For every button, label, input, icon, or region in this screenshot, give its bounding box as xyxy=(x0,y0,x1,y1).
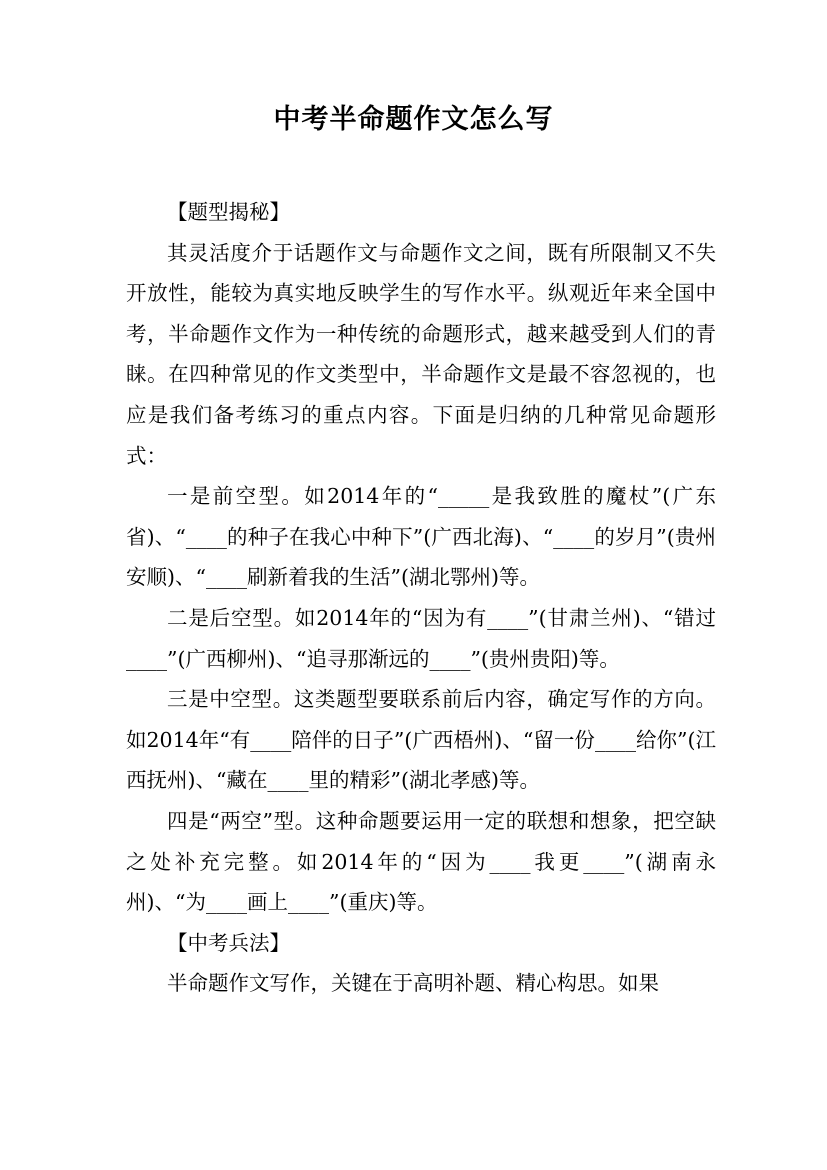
document-title: 中考半命题作文怎么写 xyxy=(273,104,554,135)
section-heading-question-type: 【题型揭秘】 xyxy=(167,200,290,224)
paragraph-type-middle-blank: 三是中空型。这类题型要联系前后内容，确定写作的方向。如2014年“有____陪伴的日子”(广西梧州)、“留一份____给你”(江西抚州)、“藏在____里的精彩”(湖北孝感)等。 xyxy=(126,687,716,793)
paragraph-type-back-blank: 二是后空型。如2014年的“因为有____”(甘肃兰州)、“错过____”(广西柳州)、“追寻那渐远的____”(贵州贵阳)等。 xyxy=(126,605,716,671)
paragraph-strategy: 半命题作文写作，关键在于高明补题、精心构思。如果 xyxy=(167,971,659,996)
document-body xyxy=(126,192,716,1004)
paragraph-type-front-blank: 一是前空型。如2014年的“_____是我致胜的魔杖”(广东省)、“____的种子在我心中种下”(广西北海)、“____的岁月”(贵州安顺)、“____刷新着我的生活”(湖北鄂州)等。 xyxy=(126,484,716,590)
paragraph-type-two-blanks: 四是“两空”型。这种命题要运用一定的联想和想象，把空缺之处补充完整。如2014年的“因为____我更____”(湖南永州)、“为____画上____”(重庆)等。 xyxy=(126,808,716,915)
paragraph-intro: 其灵活度介于话题作文与命题作文之间，既有所限制又不失开放性，能较为真实地反映学生的写作水平。纵观近年来全国中考，半命题作文作为一种传统的命题形式，越来越受到人们的青睐。在四种常见的作文类型中，半命题作文是最不容忽视的，也应是我们备考练习的重点内容。下面是归纳的几种常见命题形式： xyxy=(126,240,716,468)
section-heading-strategy: 【中考兵法】 xyxy=(167,930,290,955)
